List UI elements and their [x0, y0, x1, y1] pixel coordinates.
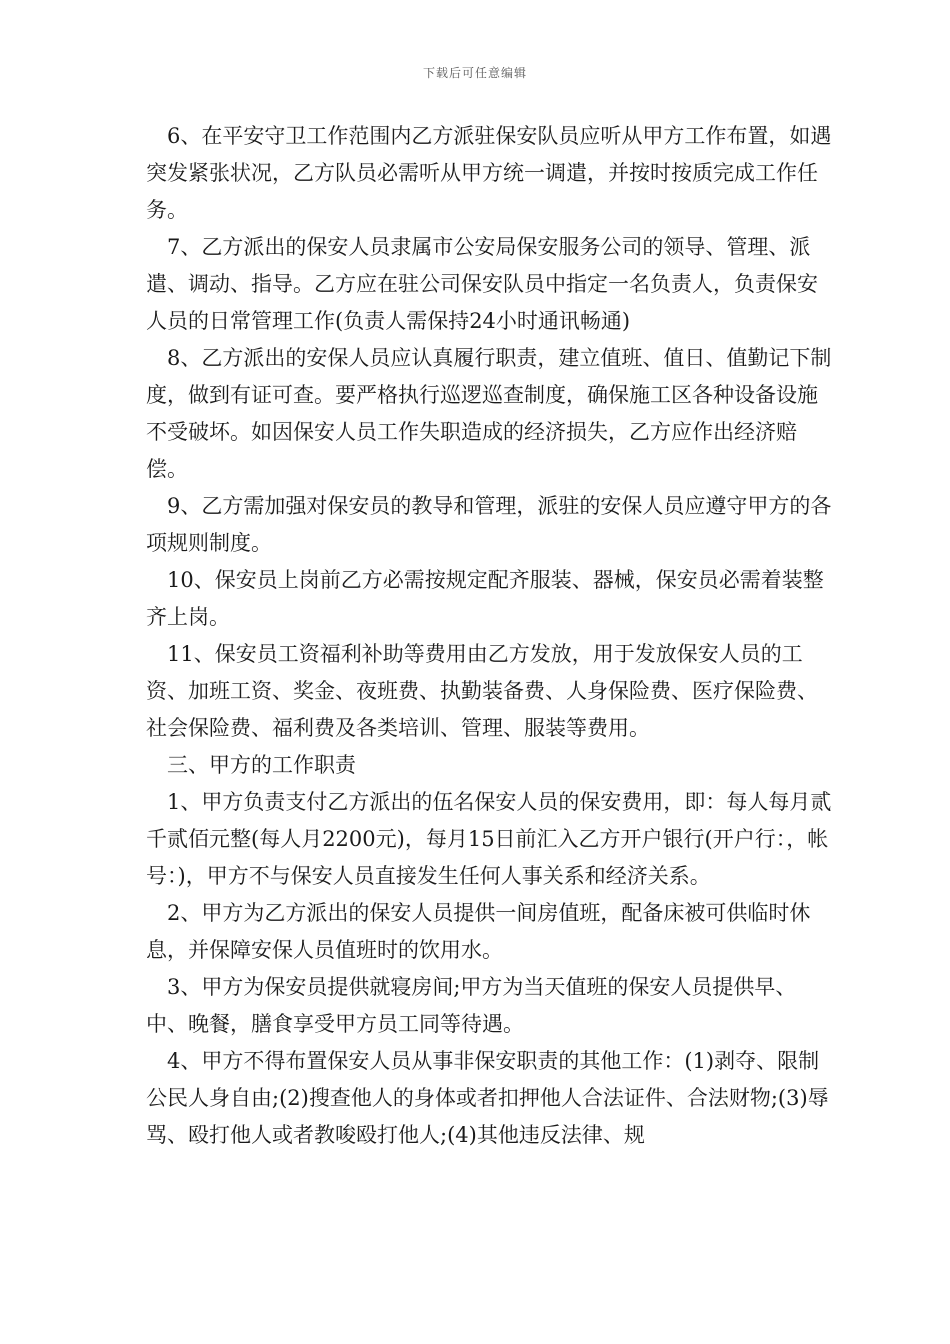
clause-9: 9、乙方需加强对保安员的教导和管理，派驻的安保人员应遵守甲方的各项规则制度。	[146, 494, 832, 555]
clause-10: 10、保安员上岗前乙方必需按规定配齐服装、器械，保安员必需着装整齐上岗。	[146, 568, 824, 629]
clause-7: 7、乙方派出的保安人员隶属市公安局保安服务公司的领导、管理、派遣、调动、指导。乙方应在驻公司保安队员中指定一名负责人，负责保安人员的日常管理工作(负责人需保持24小时通讯畅通)	[146, 235, 818, 333]
party-a-clause-1: 1、甲方负责支付乙方派出的伍名保安人员的保安费用，即：每人每月贰千贰佰元整(每人月2200元)，每月15日前汇入乙方开户银行(开户行：，帐号：)，甲方不与保安人员直接发生任何人事关系和经济关系。	[146, 790, 832, 888]
page-header: 下载后可任意编辑	[422, 66, 527, 80]
party-a-clause-3: 3、甲方为保安员提供就寝房间;甲方为当天值班的保安人员提供早、中、晚餐，膳食享受甲方员工同等待遇。	[146, 975, 797, 1036]
party-a-clause-4: 4、甲方不得布置保安人员从事非保安职责的其他工作：(1)剥夺、限制公民人身自由;(2)搜查他人的身体或者扣押他人合法证件、合法财物;(3)辱骂、殴打他人或者教唆殴打他人;(4)其他违反法律、规	[146, 1049, 829, 1147]
document-body	[146, 118, 836, 1154]
section-heading: 三、甲方的工作职责	[167, 753, 356, 777]
clause-8: 8、乙方派出的安保人员应认真履行职责，建立值班、值日、值勤记下制度，做到有证可查。要严格执行巡逻巡查制度，确保施工区各种设备设施不受破坏。如因保安人员工作失职造成的经济损失，乙方应作出经济赔偿。	[146, 346, 832, 481]
clause-11: 11、保安员工资福利补助等费用由乙方发放，用于发放保安人员的工资、加班工资、奖金、夜班费、执勤装备费、人身保险费、医疗保险费、社会保险费、福利费及各类培训、管理、服装等费用。	[146, 642, 818, 740]
clause-6: 6、在平安守卫工作范围内乙方派驻保安队员应听从甲方工作布置，如遇突发紧张状况，乙方队员必需听从甲方统一调遣，并按时按质完成工作任务。	[146, 124, 832, 222]
party-a-clause-2: 2、甲方为乙方派出的保安人员提供一间房值班，配备床被可供临时休息，并保障安保人员值班时的饮用水。	[146, 901, 811, 962]
